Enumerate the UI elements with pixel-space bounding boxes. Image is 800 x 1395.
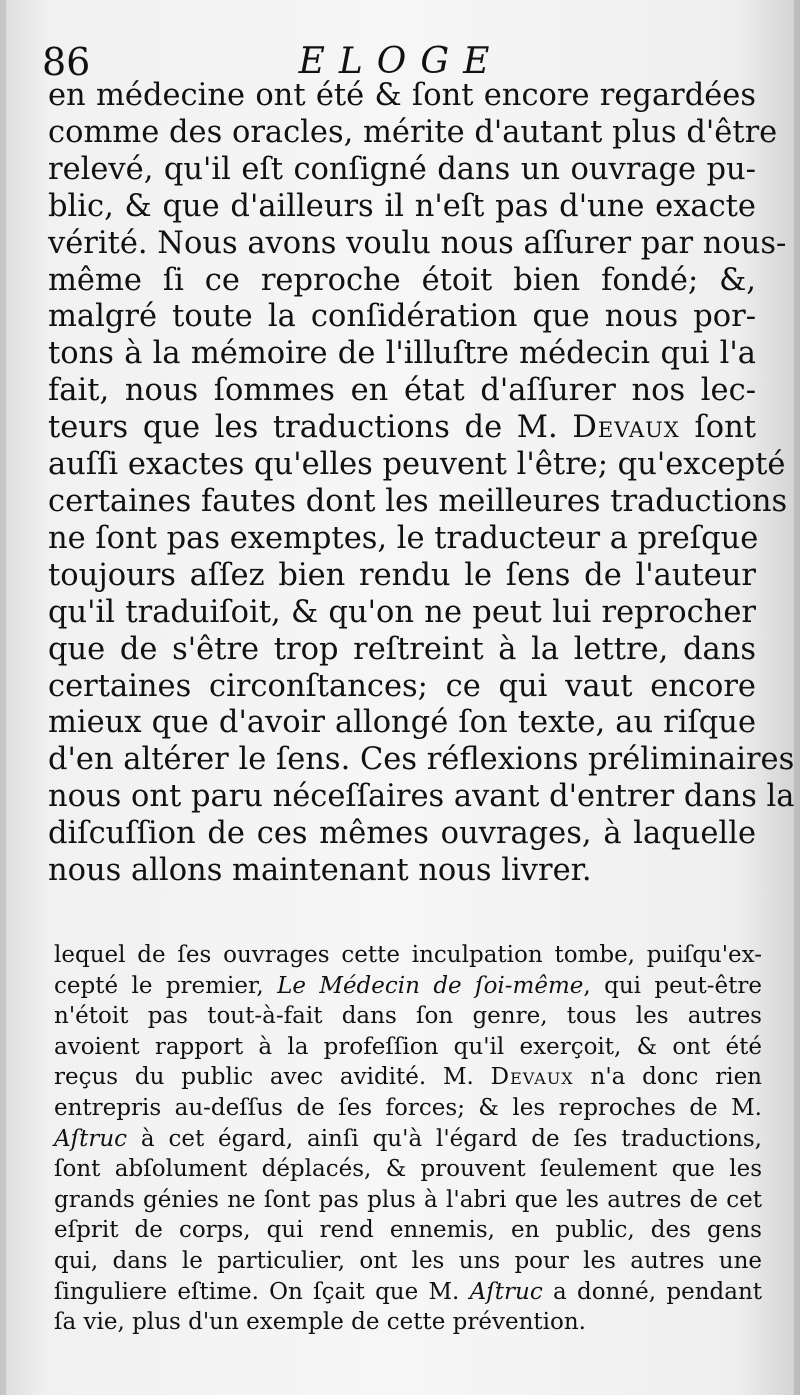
footnote-line: ſont abſolument déplacés, & prouvent ſeulement que les (54, 1156, 762, 1183)
text-line: qu'il traduiſoit, & qu'on ne peut lui reprocher (48, 594, 756, 630)
text-line: mieux que d'avoir allongé ſon texte, au riſque (48, 705, 756, 741)
text-line: certaines circonſtances; ce qui vaut encore (48, 668, 756, 704)
footnote-line: lequel de ſes ouvrages cette inculpation tombe, puiſqu'ex- (54, 942, 762, 968)
footnote-line: qui, dans le particulier, ont les uns pour les autres une (54, 1247, 762, 1274)
text-line: même ſi ce reproche étoit bien fondé; &, (48, 262, 756, 298)
author-name-devaux: Devaux (572, 410, 680, 446)
main-text (48, 78, 795, 890)
text-line: tons à la mémoire de l'illuſtre médecin qui l'a (48, 336, 756, 372)
page-number: 86 (42, 40, 91, 84)
footnote-line: Aſtruc à cet égard, ainſi qu'à l'égard de ſes traductions, (54, 1125, 762, 1152)
footnote-line: cepté le premier, Le Médecin de ſoi-même, qui peut-être (54, 972, 763, 999)
text-line: ne ſont pas exemptes, le traducteur a preſque (48, 520, 759, 556)
footnote-line: entrepris au-deſſus de ſes forces; & les reproches de M. (54, 1094, 762, 1121)
footnote-line: avoient rapport à la profeſſion qu'il exerçoit, & ont été (54, 1033, 762, 1060)
text-line: en médecine ont été & ſont encore regardées (48, 78, 756, 113)
text-line: auſſi exactes qu'elles peuvent l'être; qu'excepté (48, 447, 786, 483)
text-line: blic, & que d'ailleurs il n'eſt pas d'une exacte (48, 188, 756, 224)
footnote-line: reçus du public avec avidité. M. Devaux n'a donc rien (54, 1064, 762, 1091)
text-line: fait, nous ſommes en état d'aſſurer nos lec- (48, 373, 756, 409)
text-line: comme des oracles, mérite d'autant plus d'être (48, 114, 778, 150)
text-line: certaines fautes dont les meilleures traductions (48, 483, 788, 519)
text-line: diſcuſſion de ces mêmes ouvrages, à laquelle (48, 816, 756, 852)
footnote (54, 940, 762, 1338)
text-line: vérité. Nous avons voulu nous aſſurer par nous- (48, 225, 787, 261)
footnote-line: eſprit de corps, qui rend ennemis, en public, des gens (54, 1217, 762, 1244)
text-line: toujours aſſez bien rendu le ſens de l'auteur (48, 557, 756, 593)
text-line: nous ont paru néceſſaires avant d'entrer dans la (48, 779, 795, 815)
text-line: nous allons maintenant nous livrer. (48, 853, 592, 889)
name-astruc-italic: Aſtruc (469, 1278, 543, 1305)
page-right-edge-shadow (794, 0, 800, 1395)
text-line: teurs que les traductions de M. Devaux ſont (48, 410, 757, 446)
book-title-italic: Le Médecin de ſoi-même (277, 972, 584, 999)
name-astruc-italic: Aſtruc (54, 1125, 128, 1152)
author-name-devaux: Devaux (490, 1064, 574, 1091)
footnote-line: ſa vie, plus d'un exemple de cette prévention. (54, 1309, 586, 1336)
text-line: d'en altérer le ſens. Ces réflexions préliminaires (48, 742, 795, 778)
footnote-line: grands génies ne ſont pas plus à l'abri que les autres de cet (54, 1186, 762, 1213)
footnote-line: ſinguliere eſtime. On ſçait que M. Aſtruc a donné, pendant (54, 1278, 762, 1305)
footnote-line: n'étoit pas tout-à-fait dans ſon genre, tous les autres (54, 1003, 762, 1030)
text-line: relevé, qu'il eſt conſigné dans un ouvrage pu- (48, 151, 756, 187)
text-line: que de s'être trop reſtreint à la lettre, dans (48, 631, 756, 667)
text-line: malgré toute la conſidération que nous por- (48, 299, 756, 335)
running-head: ELOGE (298, 41, 504, 82)
page-left-edge-shadow (0, 0, 6, 1395)
